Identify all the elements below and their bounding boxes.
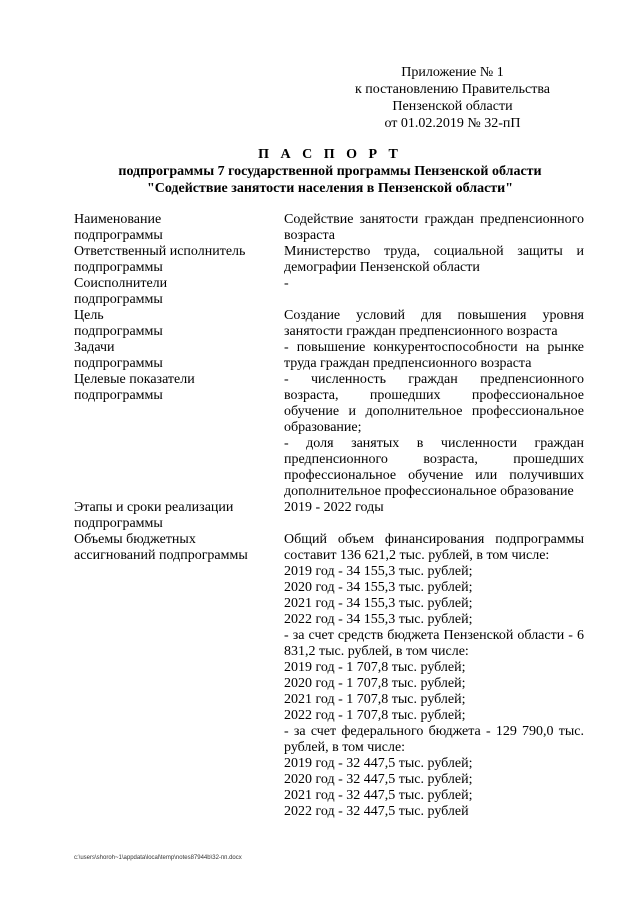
row-label [74,308,284,340]
row-value [284,244,584,276]
passport-table-body [74,212,584,820]
passport-row [74,276,584,308]
row-value-line: 2021 год - 32 447,5 тыс. рублей; [284,788,473,803]
row-value-line: 2020 год - 34 155,3 тыс. рублей; [284,580,473,595]
passport-row [74,340,584,372]
row-label-line: подпрограммы [74,324,163,339]
row-label [74,372,284,500]
row-label [74,244,284,276]
row-value-line: 2021 год - 34 155,3 тыс. рублей; [284,596,473,611]
row-value [284,532,584,820]
row-label [74,276,284,308]
row-value-line: - доля занятых в численности граждан предпенсионного возраста, прошедших профессиональное обучение или получивших дополнительное профессиональное образование [284,436,584,499]
file-path-footer: c:\users\shoroh~1\appdata\local\temp\notes87944b\32-пп.docx [74,855,242,861]
row-label-line: подпрограммы [74,356,163,371]
row-label-line: Задачи [74,340,115,355]
row-value-line: 2019 год - 1 707,8 тыс. рублей; [284,660,466,675]
row-value [284,372,584,500]
row-label-line: Объемы бюджетных [74,532,196,547]
passport-row [74,308,584,340]
appendix-line: Приложение № 1 [401,65,504,80]
row-label-line: подпрограммы [74,260,163,275]
appendix-line: от 01.02.2019 № 32-пП [384,116,521,131]
row-value-line: - численность граждан предпенсионного возраста, прошедших профессиональное обучение и дополнительное профессиональное образование; [284,372,584,435]
row-value-line: 2019 год - 32 447,5 тыс. рублей; [284,756,473,771]
row-value [284,500,584,532]
row-label-line: Этапы и сроки реализации [74,500,234,515]
passport-row [74,244,584,276]
row-value-line: Содействие занятости граждан предпенсионного возраста [284,212,584,243]
row-value-line: 2020 год - 1 707,8 тыс. рублей; [284,676,466,691]
row-label-line: Наименование [74,212,162,227]
title-line-1: подпрограммы 7 государственной программы Пензенской области [118,164,542,179]
row-value-line: 2020 год - 32 447,5 тыс. рублей; [284,772,473,787]
passport-row [74,532,584,820]
row-label [74,532,284,820]
row-label-line: подпрограммы [74,516,163,531]
row-label-line: подпрограммы [74,388,163,403]
row-value-line: - за счет средств бюджета Пензенской области - 6 831,2 тыс. рублей, в том числе: [284,628,584,659]
row-value-line: Министерство труда, социальной защиты и демографии Пензенской области [284,244,584,275]
row-label [74,212,284,244]
row-value-line: 2022 год - 34 155,3 тыс. рублей; [284,612,473,627]
row-label-line: Целевые показатели [74,372,195,387]
row-value-line: - повышение конкурентоспособности на рынке труда граждан предпенсионного возраста [284,340,584,371]
row-value [284,308,584,340]
row-label-line: подпрограммы [74,292,163,307]
row-label-line: Цель [74,308,104,323]
row-label-line: Ответственный исполнитель [74,244,246,259]
row-value-line: 2022 год - 32 447,5 тыс. рублей [284,804,469,819]
passport-row [74,500,584,532]
title-line-2: "Содействие занятости населения в Пензенской области" [146,181,514,196]
row-value-line: 2021 год - 1 707,8 тыс. рублей; [284,692,466,707]
row-label-line: подпрограммы [74,228,163,243]
row-label [74,500,284,532]
row-value-line: 2019 год - 34 155,3 тыс. рублей; [284,564,473,579]
row-label-line: Соисполнители [74,276,168,291]
row-value-line: - [284,276,289,291]
row-value-line: - за счет федерального бюджета - 129 790,0 тыс. рублей, в том числе: [284,724,584,755]
row-value-line: 2019 - 2022 годы [284,500,384,515]
row-label [74,340,284,372]
passport-table [74,212,584,820]
row-value-line: Создание условий для повышения уровня занятости граждан предпенсионного возраста [284,308,584,339]
appendix-line: Пензенской области [392,99,513,114]
document-title [60,146,600,197]
passport-row [74,212,584,244]
appendix-line: к постановлению Правительства [354,82,550,97]
appendix-block [355,64,550,132]
row-value-line: Общий объем финансирования подпрограммы составит 136 621,2 тыс. рублей, в том числе: [284,532,584,563]
row-value [284,276,584,308]
row-value [284,212,584,244]
passport-row [74,372,584,500]
row-label-line: ассигнований подпрограммы [74,548,248,563]
row-value [284,340,584,372]
row-value-line: 2022 год - 1 707,8 тыс. рублей; [284,708,466,723]
title-heading: П А С П О Р Т [258,147,402,162]
